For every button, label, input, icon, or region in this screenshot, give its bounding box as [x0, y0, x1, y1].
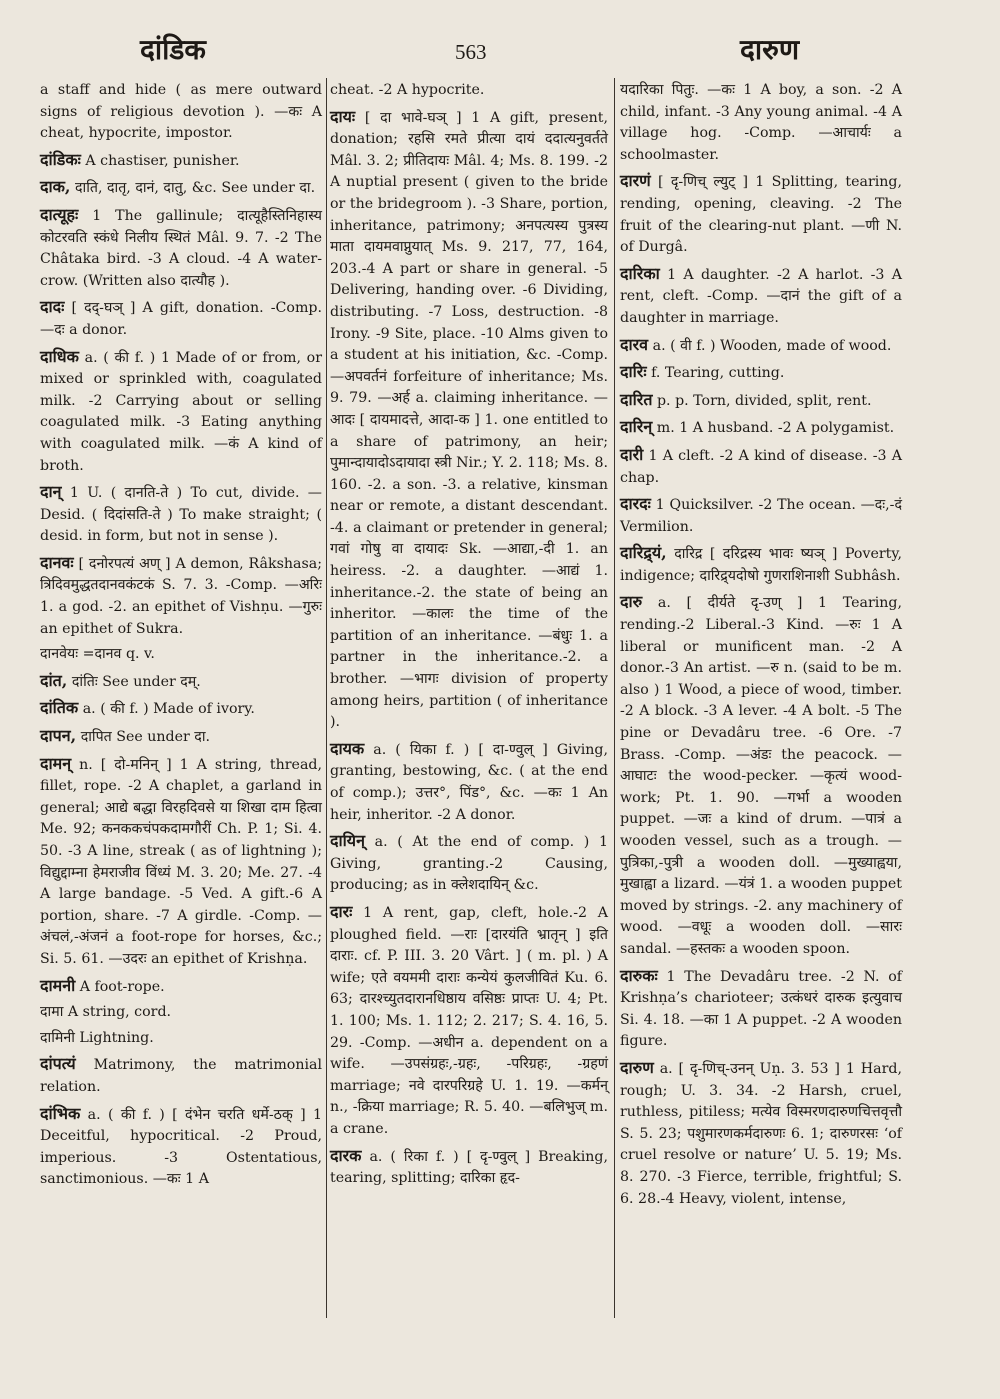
entry-headword: दायः: [330, 106, 356, 126]
entry-text: 1 Quicksilver. -2 The ocean. —दः,-दं Vermilion.: [620, 497, 902, 535]
dictionary-entry: [330, 738, 608, 826]
dictionary-entry: [40, 552, 322, 640]
entry-text: [ दनोरपत्यं अण् ] A demon, Râkshasa; त्रिदिवमुद्धतदानवकंटकं S. 7. 3. -Comp. —अरिः 1. a god. -2. an epithet of Vishṇu. —गुरुः an epithet of Sukra.: [40, 555, 322, 637]
dictionary-entry: [620, 80, 902, 166]
dictionary-entry: [330, 1145, 608, 1190]
dictionary-entry: [40, 725, 322, 749]
entry-text: a. [ दृ-णिच्-उनन् Uṇ. 3. 53 ] 1 Hard, rough; U. 3. 34. -2 Harsh, cruel, ruthless, pitiless; मत्येव विस्मरणदारुणचित्तवृत्तौ S. 5. 23; पशुमारणकर्मदारुणः 6. 1; दारुणरसः ‘of cruel resolve or nature’ U. 5. 19; Ms. 8. 270. -3 Fierce, terrible, frightful; S. 6. 28.-4 Heavy, violent, intense,: [620, 1060, 902, 1207]
page-number: 563: [455, 40, 487, 64]
entry-headword: दारी: [620, 444, 644, 464]
entry-text: n. [ दो-मनिन् ] 1 A string, thread, fillet, rope. -2 A chaplet, a garland in general; आद्ये बद्धा विरहदिवसे या शिखा दाम हित्वा Me. 92; कनककचंपकदामगौरीं Ch. P. 1; Si. 4. 50. -3 A line, streak ( as of lightning ); विद्युद्दाम्ना हेमराजीव विंध्यं M. 3. 20; Me. 27. -4 A large bandage. -5 Ved. A gift.-6 A portion, share. -7 A girdle. -Comp. —अंचलं,-अंजनं a foot-rope for horses, &c.; Si. 5. 61. —उदरः an epithet of Krishṇa.: [40, 756, 322, 967]
dictionary-entry: [620, 361, 902, 385]
entry-text: 1 The gallinule; दात्यूहैस्तिनिहास्य कोटरवति स्कंधे निलीय स्थितं Mâl. 9. 7. -2 The Châtaka bird. -3 A cloud. -4 A water-crow. (Written also दात्यौह ).: [40, 207, 322, 289]
entry-headword: दापन,: [40, 726, 77, 746]
entry-text: 1 U. ( दानति-ते ) To cut, divide. —Desid. ( दिदांसति-ते ) To make straight; ( desid. in form, but not in sense ).: [40, 485, 322, 545]
dictionary-entry: [40, 670, 322, 694]
entry-text: a. ( की f. ) [ दंभेन चरति धर्मे-ठक् ] 1 Deceitful, hypocritical. -2 Proud, imperious. -3 Ostentatious, sanctimonious. —कः 1 A: [40, 1106, 322, 1188]
entry-text: f. Tearing, cutting.: [651, 365, 785, 382]
column-1: [40, 80, 322, 1195]
dictionary-entry: [620, 444, 902, 489]
entry-text: A chastiser, punisher.: [85, 152, 240, 169]
entry-headword: दारणं: [620, 171, 651, 191]
dictionary-entry: [620, 493, 902, 538]
entry-headword: दांतिक: [40, 698, 79, 718]
entry-text: m. 1 A husband. -2 A polygamist.: [656, 420, 895, 437]
dictionary-entry: [330, 901, 608, 1141]
entry-text: Matrimony, the matrimonial relation.: [40, 1057, 322, 1095]
dictionary-entry: [620, 542, 902, 587]
dictionary-entry: [40, 204, 322, 292]
entry-headword: दामनी: [40, 975, 76, 995]
dictionary-entry: [40, 697, 322, 721]
column-3: [620, 80, 902, 1214]
entry-headword: दारव: [620, 334, 649, 354]
entry-headword: दारः: [330, 901, 353, 921]
entry-headword: दारिः: [620, 362, 647, 382]
entry-text: 1 A rent, gap, cleft, hole.-2 A ploughed field. —राः [दारयंति भ्रातृन् ] इति दाराः. cf. P. III. 3. 20 Vârt. ] ( m. pl. ) A wife; एते वयममी दाराः कन्येयं कुलजीवितं Ku. 6. 63; दारश्च्युतदारानधिष्ठाय वसिष्ठः प्राप्तः U. 4; Pt. 1. 100; Ms. 1. 112; 2. 217; S. 4. 16, 5. 29. -Comp. —अधीन a. dependent on a wife. —उपसंग्रहः,-ग्रहः, -परिग्रहः, -ग्रहणं marriage; नवे दारपरिग्रहे U. 1. 19. —कर्मन् n., -क्रिया marriage; R. 5. 40. —बलिभुज् m. a crane.: [330, 904, 608, 1137]
dictionary-entry: [40, 975, 322, 999]
entry-text: p. p. Torn, divided, split, rent.: [656, 392, 872, 409]
entry-headword: दारित: [620, 389, 653, 409]
entry-text: दाति, दातृ, दानं, दातु, &c. See under दा.: [75, 180, 316, 197]
entry-text: दामा A string, cord.: [40, 1004, 172, 1021]
entry-headword: दांडिकः: [40, 149, 81, 169]
running-head-left: दांडिक: [140, 33, 206, 66]
dictionary-entry: [40, 481, 322, 548]
entry-text: a. [ दीर्यते दृ-उण् ] 1 Tearing, rending.-2 Liberal.-3 Kind. —रुः 1 A liberal or munificent man. -2 A donor.-3 An artist. —रु n. (said to be m. also ) 1 Wood, a piece of wood, timber. -2 A block. -3 A lever. -4 A bolt. -5 The pine or Devadâru tree. -6 Ore. -7 Brass. -Comp. —अंडः the peacock. —आघाटः the wood-pecker. —कृत्यं wood-work; Pt. 1. 90. —गर्भा a wooden puppet. —जः a kind of drum. —पात्रं a wooden vessel, such as a trough. —पुत्रिका,-पुत्री a wooden doll. —मुख्याह्वया, मुखाह्वा a lizard. —यंत्रं 1. a wooden puppet moved by strings. -2. any machinery of wood. —वधूः a wooden doll. —सारः sandal. —हस्तकः a wooden spoon.: [620, 595, 902, 957]
dictionary-entry: [40, 346, 322, 478]
entry-headword: दारदः: [620, 494, 651, 514]
entry-text: cheat. -2 A hypocrite.: [330, 82, 485, 98]
dictionary-entry: [620, 1057, 902, 1210]
entry-headword: दामन्: [40, 753, 72, 773]
dictionary-entry: [620, 965, 902, 1053]
column-rule: [614, 78, 615, 1318]
dictionary-entry: [40, 176, 322, 200]
entry-text: 1 A daughter. -2 A harlot. -3 A rent, cleft. -Comp. —दानं the gift of a daughter in marriage.: [620, 266, 902, 326]
entry-headword: दांभिक: [40, 1103, 81, 1123]
entry-text: a staff and hide ( as mere outward signs of religious devotion ). —कः A cheat, hypocrite, impostor.: [40, 82, 322, 142]
dictionary-entry: [40, 1002, 322, 1024]
running-head-right: दारुण: [740, 33, 800, 66]
column-rule: [326, 78, 327, 1318]
dictionary-entry: [40, 644, 322, 666]
entry-text: दारिद्र [ दरिद्रस्य भावः ष्यञ् ] Poverty, indigence; दारिद्र्यदोषो गुणराशिनाशी Subhâsh.: [620, 546, 902, 584]
dictionary-entry: [330, 80, 608, 102]
entry-headword: दारिन्: [620, 417, 653, 437]
entry-text: a. ( At the end of comp. ) 1 Giving, granting.-2 Causing, producing; as in क्लेशदायिन् &c.: [330, 834, 608, 894]
dictionary-entry: [40, 753, 322, 971]
entry-headword: दांत,: [40, 670, 68, 690]
dictionary-entry: [330, 106, 608, 734]
entry-headword: दायिन्: [330, 831, 365, 851]
entry-text: A foot-rope.: [79, 978, 165, 995]
dictionary-entry: [40, 296, 322, 341]
dictionary-entry: [620, 263, 902, 330]
entry-text: [ दद्-घञ् ] A gift, donation. -Comp. —दः a donor.: [40, 300, 322, 338]
entry-text: दापित See under दा.: [80, 729, 211, 746]
entry-headword: दारिद्र्यं,: [620, 543, 667, 563]
dictionary-entry: [620, 416, 902, 440]
entry-headword: दारुकः: [620, 965, 658, 985]
entry-headword: दारक: [330, 1145, 362, 1165]
dictionary-entry: [40, 149, 322, 173]
entry-headword: दांपत्यं: [40, 1054, 76, 1074]
entry-text: 1 The Devadâru tree. -2 N. of Krishṇa’s charioteer; उत्कंधरं दारुक इत्युवाच Si. 4. 18. —का 1 A puppet. -2 A wooden figure.: [620, 968, 902, 1050]
entry-text: [ दृ-णिच् ल्युट् ] 1 Splitting, tearing, rending, opening, cleaving. -2 The fruit of the clearing-nut plant. —णी N. of Durgâ.: [620, 174, 902, 256]
dictionary-entry: [40, 80, 322, 145]
entry-text: दानवेयः =दानव q. v.: [40, 646, 155, 663]
entry-headword: दानवः: [40, 552, 74, 572]
entry-text: a. ( रिका f. ) [ दृ-ण्वुल् ] Breaking, tearing, splitting; दारिका हृद-: [330, 1148, 608, 1187]
column-2: [330, 80, 608, 1194]
entry-text: 1 A cleft. -2 A kind of disease. -3 A chap.: [620, 447, 902, 486]
dictionary-entry: [620, 170, 902, 258]
dictionary-entry: [40, 1103, 322, 1191]
entry-headword: दान्: [40, 482, 62, 502]
entry-text: a. ( की f. ) Made of ivory.: [82, 701, 255, 718]
entry-text: a. ( वी f. ) Wooden, made of wood.: [652, 337, 892, 354]
dictionary-entry: [40, 1053, 322, 1098]
dictionary-entry: [620, 591, 902, 960]
entry-text: a. ( की f. ) 1 Made of or from, or mixed or sprinkled with, coagulated milk. -2 Carrying about or selling coagulated milk. -3 Eating anything with coagulated milk. —कं A kind of broth.: [40, 349, 322, 474]
dictionary-entry: [330, 830, 608, 897]
entry-headword: दारिका: [620, 263, 660, 283]
entry-headword: दाधिक: [40, 346, 79, 366]
dictionary-entry: [40, 1028, 322, 1050]
entry-text: [ दा भावे-घञ् ] 1 A gift, present, donation; रहसि रमते प्रीत्या दायं ददात्यनुवर्तते Mâl. 3. 2; प्रीतिदायः Mâl. 4; Ms. 8. 199. -2 A nuptial present ( given to the bride or the bridegroom ). -3 Share, portion, inheritance, patrimony; अनपत्यस्य पुत्रस्य माता दायमवाप्नुयात् Ms. 9. 217, 77, 164, 203.-4 A part or share in general. -5 Delivering, handing over. -6 Dividing, distributing. -7 Loss, destruction. -8 Irony. -9 Site, place. -10 Alms given to a student at his initiation, &c. -Comp. —अपवर्तनं forfeiture of inheritance; Ms. 9. 79. —अर्ह a. claiming inheritance. —आदः [ दायमादत्ते, आदा-क ] 1. one entitled to a share of patrimony, an heir; पुमान्दायादोऽदायादा स्त्री Nir.; Y. 2. 118; Ms. 8. 160. -2. a son. -3. a relative, kinsman near or remote, a distant descendant. -4. a claimant or pretender in general; गवां गोषु वा दायादः Sk. —आद्या,-दी 1. an heiress. -2. a daughter. —आद्यं 1. inheritance.-2. the state of being an inheritor. —कालः the time of the partition of an inheritance. —बंधुः 1. a partner in the inheritance.-2. a brother. —भागः division of property among heirs, partition ( of inheritance ).: [330, 109, 608, 731]
entry-headword: दायक: [330, 738, 365, 758]
dictionary-entry: [620, 334, 902, 358]
dictionary-entry: [620, 389, 902, 413]
entry-text: दामिनी Lightning.: [40, 1029, 154, 1046]
entry-headword: दारु: [620, 592, 643, 612]
entry-text: a. ( यिका f. ) [ दा-ण्वुल् ] Giving, granting, bestowing, &c. ( at the end of comp.); उत्तर°, पिंड°, &c. —कः 1 An heir, inheritor. -2 A donor.: [330, 741, 608, 823]
entry-headword: दाक,: [40, 177, 71, 197]
entry-headword: दारुण: [620, 1057, 654, 1077]
entry-text: दांतिः See under दम्.: [71, 673, 201, 690]
entry-headword: दात्यूहः: [40, 204, 79, 224]
entry-text: यदारिका पितुः. —कः 1 A boy, a son. -2 A child, infant. -3 Any young animal. -4 A village hog. -Comp. —आचार्यः a schoolmaster.: [620, 82, 902, 163]
entry-headword: दादः: [40, 297, 65, 317]
